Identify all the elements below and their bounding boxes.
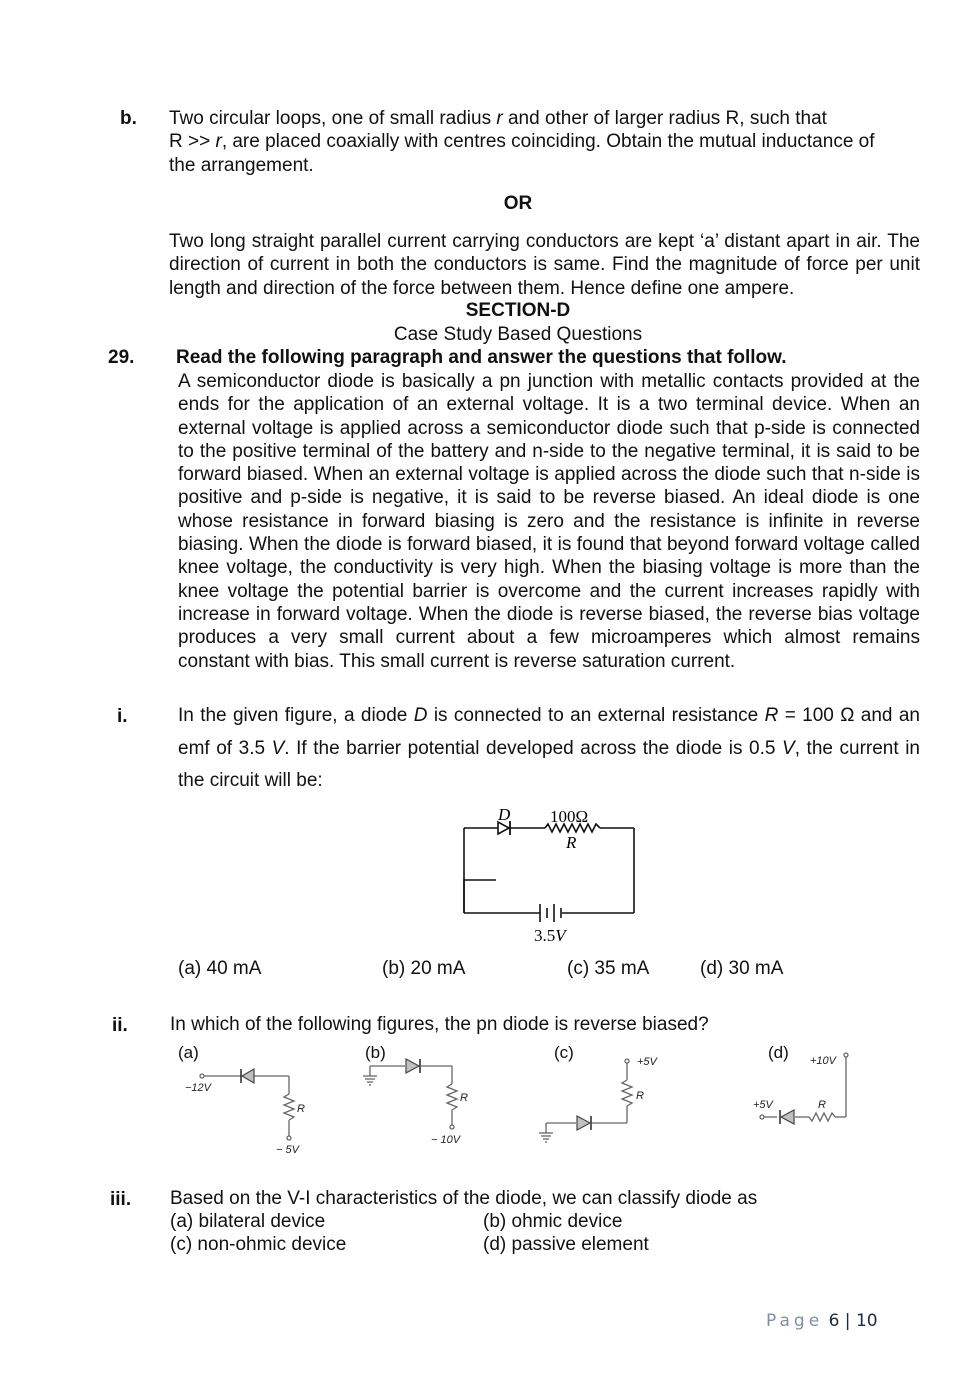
page-word: Page (766, 1311, 824, 1331)
unit-V: V (271, 737, 285, 759)
text-segment: is connected to an external resistance (427, 705, 765, 726)
subquestion-ii-text: In which of the following figures, the pn diode is reverse biased? (170, 1014, 709, 1035)
option-iii-a[interactable]: (a) bilateral device (170, 1211, 326, 1232)
text-segment: , the current in the circuit will be: (178, 737, 920, 791)
voltage-label: − 10V (431, 1134, 461, 1146)
option-iii-b[interactable]: (b) ohmic device (483, 1211, 623, 1232)
resistor-value: 100Ω (550, 807, 589, 826)
figure-option-a[interactable] (170, 1038, 350, 1163)
diode-symbol (577, 1116, 591, 1130)
resistor-label: R (460, 1092, 468, 1104)
subquestion-iii-text: Based on the V-I characteristics of the diode, we can classify diode as (170, 1188, 758, 1209)
section-subtitle: Case Study Based Questions (393, 324, 643, 345)
case-study-passage: A semiconductor diode is basically a pn junction with metallic contacts provided at the ends for the application of an external voltage. It is a two terminal device. When an external voltage is applied across a semiconductor diode such that p-side is connected to the positive terminal of the battery and n-side to the negative terminal, it is said to be forward biased. When an external voltage is applied across the diode such that n-side is positive and p-side is negative, it is said to be reverse biased. An ideal diode is one whose resistance in forward biasing is zero and the resistance is infinite in reverse biasing. When the diode is forward biased, it is found that beyond forward voltage called knee voltage, the conductivity is very high. When the biasing voltage is more than the knee voltage the potential barrier is overcome and the current increases rapidly with increase in forward voltage. When the diode is reverse biased, the reverse bias voltage produces a very small current about a few microamperes which almost remains constant with bias. This small current is reverse saturation current. (178, 371, 920, 672)
question-label-b: b. (120, 108, 137, 129)
text-segment: R >> (169, 131, 216, 153)
section-title: SECTION-D (465, 300, 571, 321)
text-segment: = 100 Ω and an emf of 3.5 (178, 705, 920, 759)
figure-option-b[interactable] (355, 1038, 535, 1163)
resistor-label: R (636, 1090, 644, 1102)
text-segment: In the given figure, a diode (178, 705, 414, 726)
voltage-label: +10V (810, 1055, 836, 1067)
figure-option-c[interactable] (530, 1038, 670, 1153)
var-r: r (215, 131, 222, 153)
option-i-c[interactable]: (c) 35 mA (567, 958, 650, 979)
voltage-label: − 5V (276, 1144, 299, 1156)
option-iii-c[interactable]: (c) non-ohmic device (170, 1234, 347, 1255)
figure-option-d[interactable] (740, 1038, 865, 1133)
resistor-label: R (818, 1099, 826, 1111)
current-page: 6 (828, 1311, 840, 1331)
var-r: r (496, 108, 503, 129)
diode-label: D (498, 805, 511, 824)
var-D: D (413, 705, 428, 726)
battery-unit: V (555, 926, 566, 945)
text-segment: the arrangement. (169, 154, 314, 176)
diode-symbol (780, 1110, 794, 1124)
resistor-label: R (297, 1103, 305, 1115)
voltage-label: −12V (185, 1082, 211, 1094)
subquestion-i-text (178, 700, 920, 798)
subquestion-label-iii: iii. (110, 1189, 132, 1210)
total-pages: 10 (855, 1311, 878, 1331)
subquestion-label-i: i. (117, 706, 128, 727)
text-segment: , are placed coaxially with centres coinciding. Obtain the mutual inductance of (221, 131, 875, 153)
text-segment: Two circular loops, one of small radius (169, 108, 497, 129)
subquestion-label-ii: ii. (112, 1015, 128, 1036)
question-29-instruction: Read the following paragraph and answer the questions that follow. (176, 347, 787, 368)
diode-symbol (406, 1059, 420, 1073)
figure-b-label: (b) (365, 1043, 386, 1062)
page-footer (766, 1311, 878, 1331)
page-separator: | (844, 1311, 851, 1331)
battery-value (534, 926, 568, 945)
battery-voltage: 3.5 (534, 926, 556, 945)
unit-V: V (782, 737, 795, 759)
text-segment: . If the barrier potential developed across the diode is 0.5 (284, 737, 783, 759)
var-R: R (764, 705, 779, 726)
figure-c-label: (c) (554, 1043, 574, 1062)
option-i-d[interactable]: (d) 30 mA (700, 958, 784, 979)
option-i-a[interactable]: (a) 40 mA (178, 958, 262, 979)
figure-d-label: (d) (768, 1043, 789, 1062)
question-number-29: 29. (108, 347, 135, 368)
option-iii-d[interactable]: (d) passive element (483, 1234, 649, 1255)
or-divider: OR (503, 193, 533, 214)
diode-symbol (241, 1069, 254, 1083)
figure-a-label: (a) (178, 1043, 199, 1062)
voltage-label: +5V (637, 1056, 657, 1068)
circuit-diagram-i (450, 800, 650, 950)
question-28b-alternative: Two long straight parallel current carrying conductors are kept ‘a’ distant apart in air. The direction of current in both the conductors is same. Find the magnitude of force per unit length and direction of the force between them. Hence define one ampere. (169, 231, 920, 299)
voltage-label: +5V (753, 1099, 773, 1111)
resistor-label: R (566, 833, 577, 852)
text-segment: and other of larger radius R, such that (502, 108, 827, 129)
option-i-b[interactable]: (b) 20 mA (382, 958, 466, 979)
question-28b-text (169, 107, 924, 177)
